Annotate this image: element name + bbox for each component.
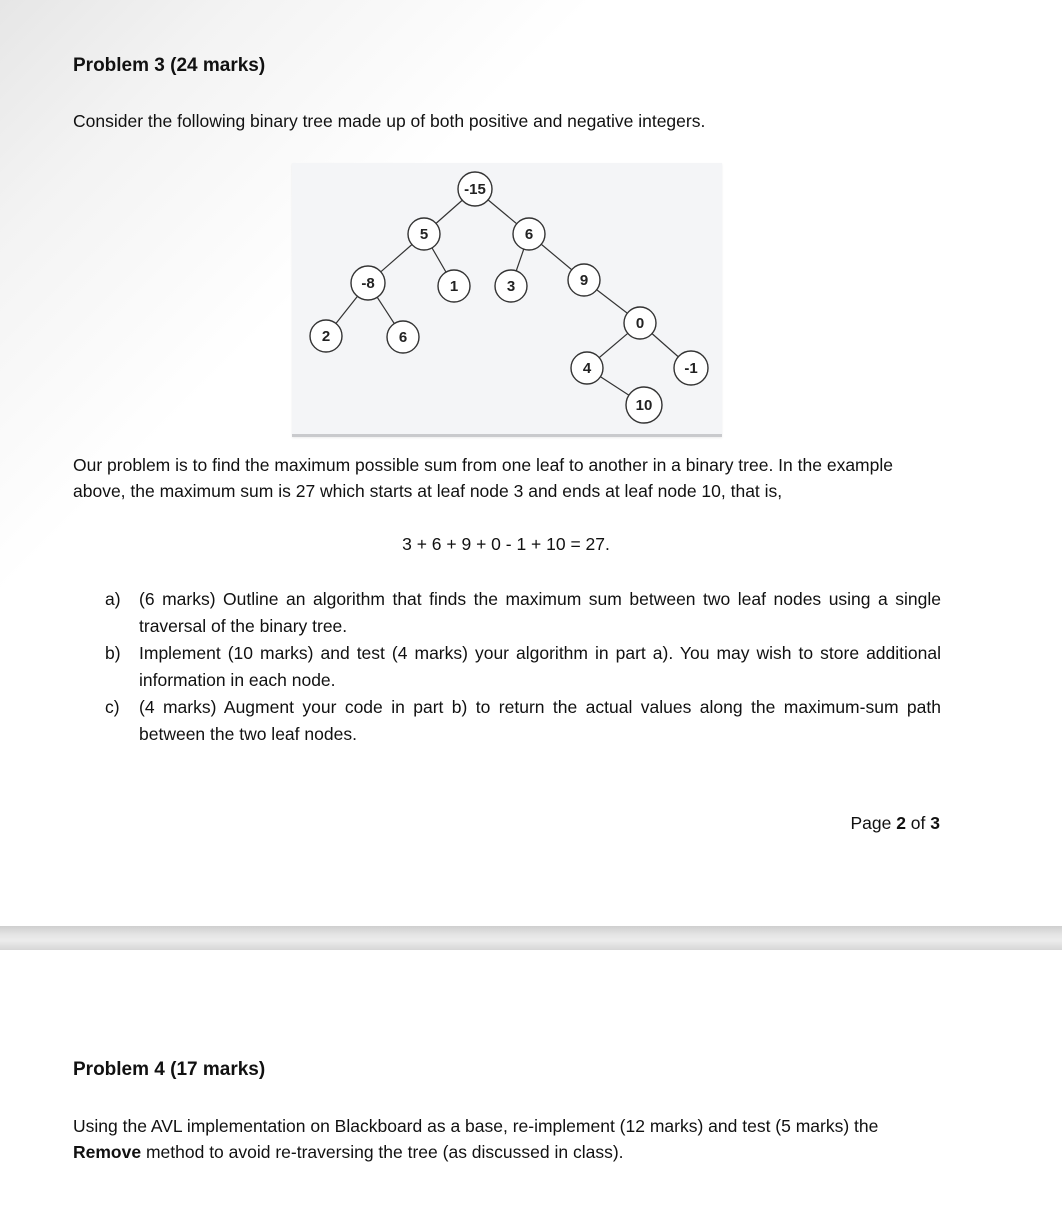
tree-node-3 xyxy=(495,270,527,302)
node-label: 1 xyxy=(449,278,459,295)
page-total: 3 xyxy=(930,813,940,833)
problem-4-line-1: Using the AVL implementation on Blackboard as a base, re-implement (12 marks) and test (5 marks) the xyxy=(73,1116,879,1136)
node-label: 0 xyxy=(635,315,645,332)
tree-node-neg1 xyxy=(674,351,708,385)
tree-node-10 xyxy=(626,387,662,423)
tree-node-0 xyxy=(624,307,656,339)
node-label: 4 xyxy=(582,360,592,377)
node-label: 5 xyxy=(419,226,429,243)
page-current: 2 xyxy=(896,813,906,833)
tree-node-9 xyxy=(568,264,600,296)
tree-node-neg15 xyxy=(458,172,492,206)
page-separator xyxy=(0,926,1062,950)
tree-node-1 xyxy=(438,270,470,302)
problem-4-text xyxy=(73,1113,878,1165)
page-prefix: Page xyxy=(850,813,897,833)
part-b xyxy=(105,640,941,694)
node-label: 3 xyxy=(506,278,516,295)
part-text: (4 marks) Augment your code in part b) to return the actual values along the maximum-sum path between the two leaf nodes. xyxy=(139,697,941,744)
sum-equation: 3 + 6 + 9 + 0 - 1 + 10 = 27. xyxy=(402,534,610,554)
problem-4-heading: Problem 4 (17 marks) xyxy=(73,1059,266,1080)
node-label: -8 xyxy=(361,275,375,292)
node-label: 6 xyxy=(524,226,534,243)
part-marker: a) xyxy=(105,589,121,609)
node-label: 2 xyxy=(321,328,331,345)
page-of: of xyxy=(905,813,931,833)
part-text: (6 marks) Outline an algorithm that finds the maximum sum between two leaf nodes using a single traversal of the binary tree. xyxy=(139,589,941,636)
part-text: Implement (10 marks) and test (4 marks) your algorithm in part a). You may wish to store additional information in each node. xyxy=(139,643,941,690)
remove-method-name: Remove xyxy=(73,1142,142,1162)
part-marker: b) xyxy=(105,643,121,663)
problem-3-intro: Consider the following binary tree made up of both positive and negative integers. xyxy=(73,111,706,131)
binary-tree-figure xyxy=(292,163,722,437)
problem-description-line-1: Our problem is to find the maximum possible sum from one leaf to another in a binary tree. In the example xyxy=(73,455,893,475)
tree-node-neg8 xyxy=(351,266,385,300)
binary-tree-svg xyxy=(292,163,722,434)
tree-node-5 xyxy=(408,218,440,250)
problem-4-line-2 xyxy=(73,1139,878,1165)
tree-node-6 xyxy=(513,218,545,250)
problem-description-line-2: above, the maximum sum is 27 which starts at leaf node 3 and ends at leaf node 10, that is, xyxy=(73,481,783,501)
node-label: 9 xyxy=(579,272,589,289)
node-label: 10 xyxy=(635,397,653,414)
page-number xyxy=(850,813,940,834)
problem-3-parts-list xyxy=(105,586,941,748)
problem-3-heading: Problem 3 (24 marks) xyxy=(73,55,266,76)
tree-node-2 xyxy=(310,320,342,352)
node-label: 6 xyxy=(398,329,408,346)
tree-node-6-leaf xyxy=(387,321,419,353)
part-a xyxy=(105,586,941,640)
problem-3-description xyxy=(73,452,893,504)
part-marker: c) xyxy=(105,697,120,717)
node-label: -15 xyxy=(464,181,486,198)
part-c xyxy=(105,694,941,748)
node-label: -1 xyxy=(684,360,698,377)
tree-node-4 xyxy=(571,352,603,384)
problem-4-line-2-rest: method to avoid re-traversing the tree (as discussed in class). xyxy=(141,1142,624,1162)
